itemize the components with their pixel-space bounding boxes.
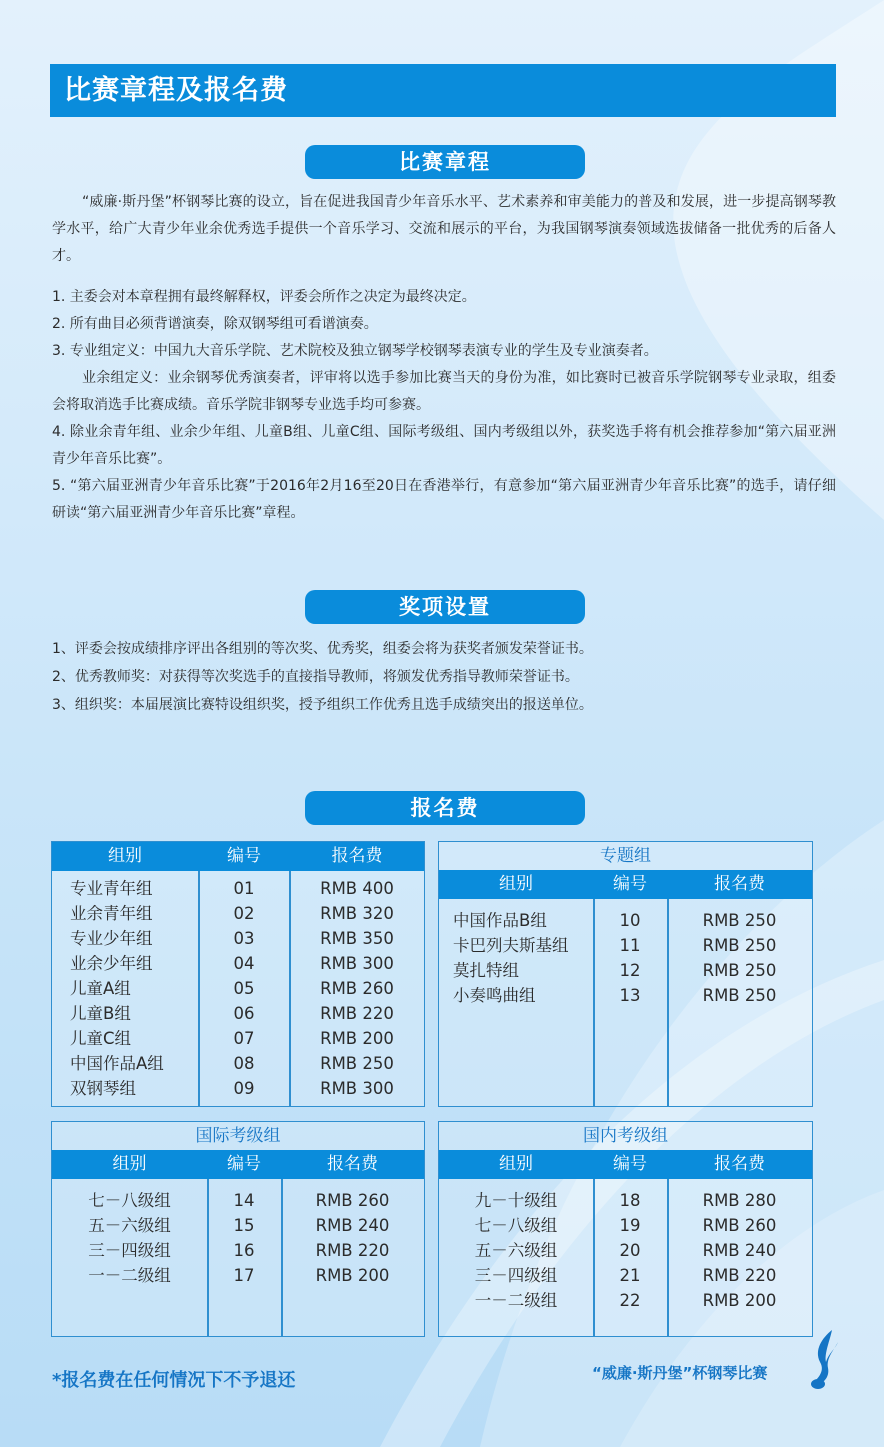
main-fee-table bbox=[51, 841, 425, 1107]
cell-fee: RMB 220 bbox=[315, 1241, 390, 1260]
brand-name: “威廉·斯丹堡”杯钢琴比赛 bbox=[592, 1364, 768, 1382]
table-row bbox=[439, 1288, 812, 1313]
domestic-fee-table bbox=[438, 1121, 813, 1337]
rules-intro: “威廉·斯丹堡”杯钢琴比赛的设立，旨在促进我国青少年音乐水平、艺术素养和审美能力的普及和发展，进一步提高钢琴教学水平，给广大青少年业余优秀选手提供一个音乐学习、交流和展示的平台，为我国钢琴演奏领域选拔储备一批优秀的后备人才。 bbox=[52, 194, 836, 264]
awards-heading: 奖项设置 bbox=[305, 590, 585, 624]
rules-heading: 比赛章程 bbox=[305, 145, 585, 179]
cell-num: 06 bbox=[233, 1004, 255, 1023]
cell-group: 中国作品B组 bbox=[453, 911, 547, 930]
rules-item-5: 5. “第六届亚洲青少年音乐比赛”于2016年2月16至20日在香港举行，有意参加“第六届亚洲青少年音乐比赛”的选手，请仔细研读“第六届亚洲青少年音乐比赛”章程。 bbox=[52, 478, 836, 521]
rules-item-3b: 业余组定义：业余钢琴优秀演奏者，评审将以选手参加比赛当天的身份为准，如比赛时已被音乐学院钢琴专业录取，组委会将取消选手比赛成绩。音乐学院非钢琴专业选手均可参赛。 bbox=[52, 370, 836, 413]
cell-group: 七－八级组 bbox=[88, 1191, 171, 1210]
cell-group: 业余少年组 bbox=[70, 954, 153, 973]
special-fee-table bbox=[438, 841, 813, 1107]
table-row bbox=[439, 958, 812, 983]
international-table-title: 国际考级组 bbox=[195, 1126, 281, 1146]
cell-group: 卡巴列夫斯基组 bbox=[453, 936, 569, 955]
cell-num: 10 bbox=[619, 911, 641, 930]
cell-group: 双钢琴组 bbox=[70, 1079, 136, 1098]
cell-group: 九－十级组 bbox=[474, 1191, 558, 1210]
table-row bbox=[52, 1076, 424, 1101]
cell-fee: RMB 300 bbox=[320, 954, 394, 973]
cell-group: 儿童A组 bbox=[70, 979, 131, 998]
rules-item-3: 3. 专业组定义：中国九大音乐学院、艺术院校及独立钢琴学校钢琴表演专业的学生及专业演奏者。 bbox=[52, 343, 658, 359]
cell-group: 五－六级组 bbox=[474, 1241, 558, 1260]
refund-note: *报名费在任何情况下不予退还 bbox=[52, 1370, 296, 1391]
rules-item-4: 4. 除业余青年组、业余少年组、儿童B组、儿童C组、国际考级组、国内考级组以外，获奖选手将有机会推荐参加“第六届亚洲青少年音乐比赛”。 bbox=[52, 424, 836, 467]
table-row bbox=[439, 1213, 812, 1238]
table-row bbox=[52, 976, 424, 1001]
awards-item-3: 3、组织奖：本届展演比赛特设组织奖，授予组织工作优秀且选手成绩突出的报送单位。 bbox=[52, 697, 593, 713]
cell-num: 01 bbox=[233, 879, 255, 898]
cell-num: 08 bbox=[233, 1054, 255, 1073]
cell-num: 16 bbox=[233, 1241, 255, 1260]
cell-group: 一－二级组 bbox=[474, 1291, 558, 1310]
cell-fee: RMB 350 bbox=[320, 929, 394, 948]
header-group: 组别 bbox=[499, 1154, 533, 1174]
cell-group: 五－六级组 bbox=[88, 1216, 171, 1235]
special-table-title: 专题组 bbox=[600, 846, 651, 866]
international-fee-rows bbox=[52, 1188, 424, 1288]
cell-num: 15 bbox=[233, 1216, 255, 1235]
cell-fee: RMB 250 bbox=[702, 911, 777, 930]
cell-num: 18 bbox=[619, 1191, 641, 1210]
table-row bbox=[52, 901, 424, 926]
domestic-table-title: 国内考级组 bbox=[583, 1126, 668, 1146]
table-row bbox=[52, 1263, 424, 1288]
cell-fee: RMB 400 bbox=[320, 879, 394, 898]
cell-fee: RMB 250 bbox=[702, 961, 777, 980]
cell-num: 09 bbox=[233, 1079, 255, 1098]
table-row bbox=[439, 983, 812, 1008]
table-row bbox=[439, 1238, 812, 1263]
table-row bbox=[52, 1026, 424, 1051]
table-row bbox=[439, 1263, 812, 1288]
table-row bbox=[52, 926, 424, 951]
table-row bbox=[439, 908, 812, 933]
cell-group: 三－四级组 bbox=[88, 1241, 171, 1260]
header-fee: 报名费 bbox=[331, 846, 383, 866]
cell-group: 三－四级组 bbox=[474, 1266, 558, 1285]
cell-fee: RMB 220 bbox=[320, 1004, 394, 1023]
cell-fee: RMB 250 bbox=[320, 1054, 394, 1073]
special-fee-rows bbox=[439, 908, 812, 1008]
cell-fee: RMB 260 bbox=[320, 979, 394, 998]
cell-fee: RMB 260 bbox=[315, 1191, 390, 1210]
fees-heading: 报名费 bbox=[305, 791, 585, 825]
table-row bbox=[52, 1213, 424, 1238]
cell-group: 中国作品A组 bbox=[70, 1054, 164, 1073]
rules-item-1: 1. 主委会对本章程拥有最终解释权，评委会所作之决定为最终决定。 bbox=[52, 289, 476, 305]
cell-num: 17 bbox=[233, 1266, 255, 1285]
cell-num: 03 bbox=[233, 929, 255, 948]
cell-num: 19 bbox=[619, 1216, 641, 1235]
cell-num: 05 bbox=[233, 979, 255, 998]
cell-num: 12 bbox=[619, 961, 641, 980]
table-header bbox=[439, 1150, 812, 1179]
table-header bbox=[439, 870, 812, 899]
cell-group: 业余青年组 bbox=[70, 904, 153, 923]
table-row bbox=[439, 933, 812, 958]
cell-fee: RMB 320 bbox=[320, 904, 394, 923]
main-fee-rows bbox=[52, 876, 424, 1101]
header-fee: 报名费 bbox=[714, 874, 765, 894]
cell-group: 儿童C组 bbox=[70, 1029, 132, 1048]
cell-fee: RMB 220 bbox=[702, 1266, 777, 1285]
cell-num: 14 bbox=[233, 1191, 255, 1210]
cell-group: 七－八级组 bbox=[474, 1216, 558, 1235]
music-note-icon bbox=[808, 1328, 842, 1392]
header-num: 编号 bbox=[227, 1154, 261, 1174]
cell-fee: RMB 200 bbox=[320, 1029, 394, 1048]
table-row bbox=[52, 1238, 424, 1263]
cell-fee: RMB 200 bbox=[702, 1291, 777, 1310]
cell-fee: RMB 240 bbox=[702, 1241, 777, 1260]
cell-fee: RMB 250 bbox=[702, 936, 777, 955]
header-group: 组别 bbox=[112, 1154, 147, 1174]
cell-num: 11 bbox=[619, 936, 641, 955]
cell-num: 04 bbox=[233, 954, 255, 973]
header-group: 组别 bbox=[499, 874, 533, 894]
cell-group: 小奏鸣曲组 bbox=[453, 986, 536, 1005]
header-num: 编号 bbox=[227, 846, 261, 866]
cell-num: 07 bbox=[233, 1029, 255, 1048]
cell-num: 13 bbox=[619, 986, 641, 1005]
cell-fee: RMB 250 bbox=[702, 986, 777, 1005]
rules-item-2: 2. 所有曲目必须背谱演奏，除双钢琴组可看谱演奏。 bbox=[52, 316, 378, 332]
header-group: 组别 bbox=[108, 846, 142, 866]
cell-fee: RMB 260 bbox=[702, 1216, 777, 1235]
header-num: 编号 bbox=[613, 1154, 647, 1174]
cell-group: 专业少年组 bbox=[70, 929, 153, 948]
domestic-fee-rows bbox=[439, 1188, 812, 1313]
table-row bbox=[52, 1188, 424, 1213]
header-num: 编号 bbox=[613, 874, 647, 894]
cell-fee: RMB 240 bbox=[315, 1216, 390, 1235]
cell-group: 专业青年组 bbox=[70, 879, 153, 898]
cell-num: 02 bbox=[233, 904, 255, 923]
international-fee-table bbox=[51, 1121, 425, 1337]
cell-group: 一－二级组 bbox=[88, 1266, 171, 1285]
table-row bbox=[52, 951, 424, 976]
table-header bbox=[52, 1150, 424, 1179]
table-row bbox=[52, 1001, 424, 1026]
page-title: 比赛章程及报名费 bbox=[50, 64, 836, 117]
header-fee: 报名费 bbox=[714, 1154, 765, 1174]
table-row bbox=[52, 876, 424, 901]
cell-group: 儿童B组 bbox=[70, 1004, 131, 1023]
cell-fee: RMB 200 bbox=[315, 1266, 390, 1285]
table-row bbox=[52, 1051, 424, 1076]
cell-group: 莫扎特组 bbox=[453, 961, 519, 980]
cell-fee: RMB 280 bbox=[702, 1191, 777, 1210]
awards-item-2: 2、优秀教师奖：对获得等次奖选手的直接指导教师，将颁发优秀指导教师荣誉证书。 bbox=[52, 669, 579, 685]
awards-item-1: 1、评委会按成绩排序评出各组别的等次奖、优秀奖，组委会将为获奖者颁发荣誉证书。 bbox=[52, 641, 593, 657]
cell-num: 20 bbox=[619, 1241, 641, 1260]
header-fee: 报名费 bbox=[327, 1154, 378, 1174]
cell-fee: RMB 300 bbox=[320, 1079, 394, 1098]
cell-num: 22 bbox=[619, 1291, 641, 1310]
table-header bbox=[52, 842, 424, 871]
cell-num: 21 bbox=[619, 1266, 641, 1285]
table-row bbox=[439, 1188, 812, 1213]
